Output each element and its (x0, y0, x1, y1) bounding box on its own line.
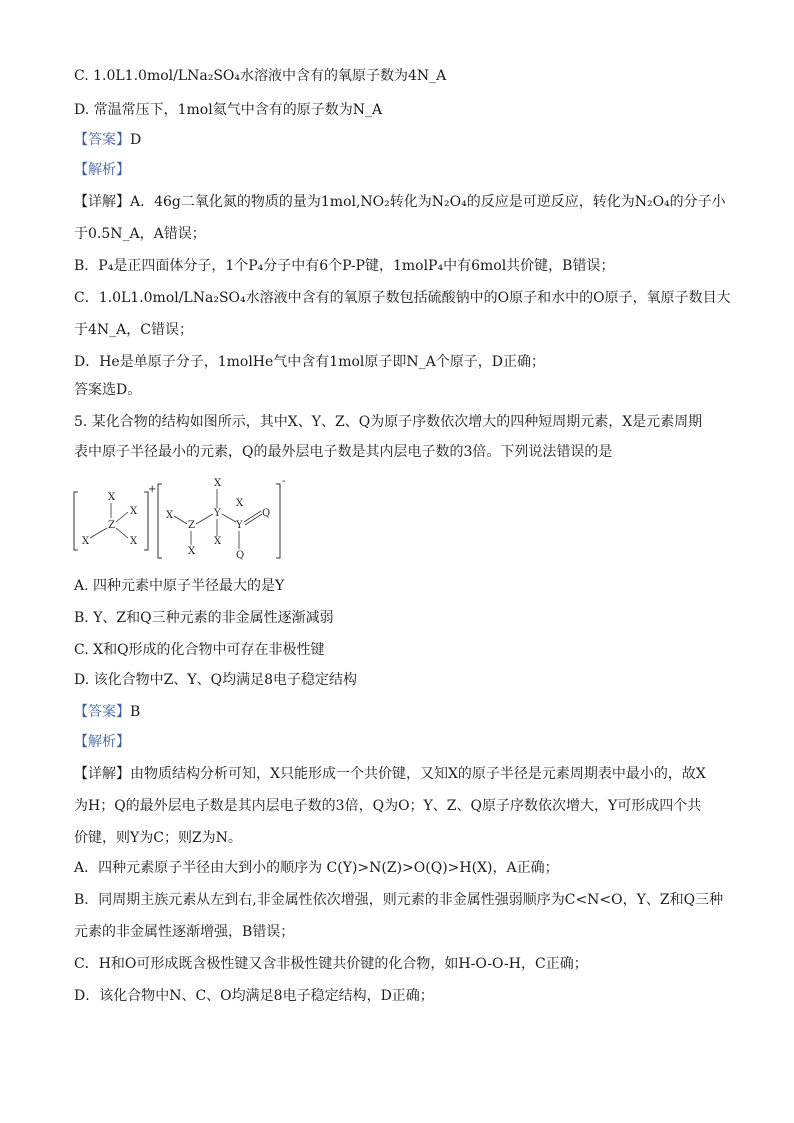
cation-x-bottom-right: X (130, 536, 138, 547)
anion-y-center: Y (214, 508, 221, 519)
cation-x-top: X (108, 492, 116, 503)
cation-x-right: X (130, 506, 138, 517)
q4-detail-4: D．He是单原子分子，1molHe气中含有1mol原子即N_A个原子，D正确； (74, 354, 545, 370)
answer-value: D (130, 132, 142, 148)
anion-y-right: Y (236, 520, 243, 531)
cation-x-left: X (82, 536, 90, 547)
anion-x-left: X (166, 510, 174, 521)
cation-charge: + (148, 484, 157, 495)
q5-detail-c: C．H和O可形成既含极性键又含非极性键共价键的化合物，如H-O-O-H，C正确； (74, 956, 588, 972)
anion-x-top: X (214, 478, 222, 489)
cation-bracket-left (74, 492, 78, 550)
q5-option-d: D. 该化合物中Z、Y、Q均满足8电子稳定结构 (74, 672, 357, 688)
q5-option-c: C. X和Q形成的化合物中可存在非极性键 (74, 642, 325, 658)
q4-conclusion: 答案选D。 (74, 382, 142, 398)
anion-z: Z (188, 520, 195, 531)
anion-x-mid-bottom: X (214, 536, 222, 547)
q5-option-b: B. Y、Z和Q三种元素的非金属性逐渐减弱 (74, 610, 334, 626)
anion-q-bottom: Q (236, 550, 245, 561)
q4-detail-3: C．1.0L1.0mol/LNa₂SO₄水溶液中含有的氧原子数包括硫酸钠中的O原子和水中的O原子，氧原子数目大 (74, 290, 731, 306)
q5-option-a: A. 四种元素中原子半径最大的是Y (74, 578, 285, 594)
anion-bracket-left (158, 484, 162, 558)
q4-detail-1b: 于0.5N_A，A错误； (74, 226, 206, 242)
anion-x-bottom: X (188, 546, 196, 557)
q4-detail-3b: 于4N_A，C错误； (74, 322, 193, 338)
cation-z: Z (108, 520, 115, 531)
q5-detail-b: B．同周期主族元素从左到右,非金属性依次增强，则元素的非金属性强弱顺序为C<N<O，Y、Z和Q三种 (74, 892, 724, 908)
q4-option-d: D. 常温常压下，1mol氦气中含有的原子数为N_A (74, 102, 383, 118)
anion-charge: - (282, 478, 286, 487)
q4-analysis-label: 【解析】 (74, 162, 130, 178)
q4-detail-1: 【详解】A．46g二氧化氮的物质的量为1mol,NO₂转化为N₂O₄的反应是可逆反应，转化为N₂O₄的分子小 (74, 194, 726, 210)
q4-answer (74, 130, 141, 150)
answer-label: 【答案】 (74, 704, 130, 720)
q5-detail-1: 【详解】由物质结构分析可知，X只能形成一个共价键，又知X的原子半径是元素周期表中最小的，故X (74, 766, 706, 782)
q5-detail-b2: 元素的非金属性逐渐增强，B错误； (74, 924, 295, 940)
anion-x-right-upper: X (236, 498, 244, 509)
anion-q-double: Q (262, 508, 271, 519)
anion-bracket-right (276, 484, 280, 558)
q5-answer (74, 702, 140, 722)
answer-label: 【答案】 (74, 132, 130, 148)
structure-diagram (70, 478, 300, 562)
cation-bracket-right (144, 492, 148, 550)
q5-detail-a: A．四种元素原子半径由大到小的顺序为 C(Y)>N(Z)>O(Q)>H(X)，A正确； (74, 860, 559, 876)
answer-value: B (130, 704, 141, 720)
q5-stem-1: 5. 某化合物的结构如图所示，其中X、Y、Z、Q为原子序数依次增大的四种短周期元素，X是元素周期 (74, 414, 703, 430)
q4-option-c: C. 1.0L1.0mol/LNa₂SO₄水溶液中含有的氧原子数为4N_A (74, 68, 447, 84)
q5-stem-2: 表中原子半径最小的元素，Q的最外层电子数是其内层电子数的3倍。下列说法错误的是 (74, 444, 613, 460)
q5-analysis-label: 【解析】 (74, 734, 130, 750)
q5-detail-1b: 为H；Q的最外层电子数是其内层电子数的3倍，Q为O；Y、Z、Q原子序数依次增大，Y可形成四个共 (74, 798, 702, 814)
q5-detail-d: D．该化合物中N、C、O均满足8电子稳定结构，D正确； (74, 988, 434, 1004)
q4-detail-2: B．P₄是正四面体分子，1个P₄分子中有6个P-P键，1molP₄中有6mol共价键，B错误； (74, 258, 615, 274)
q5-detail-1c: 价键，则Y为C；则Z为N。 (74, 830, 242, 846)
